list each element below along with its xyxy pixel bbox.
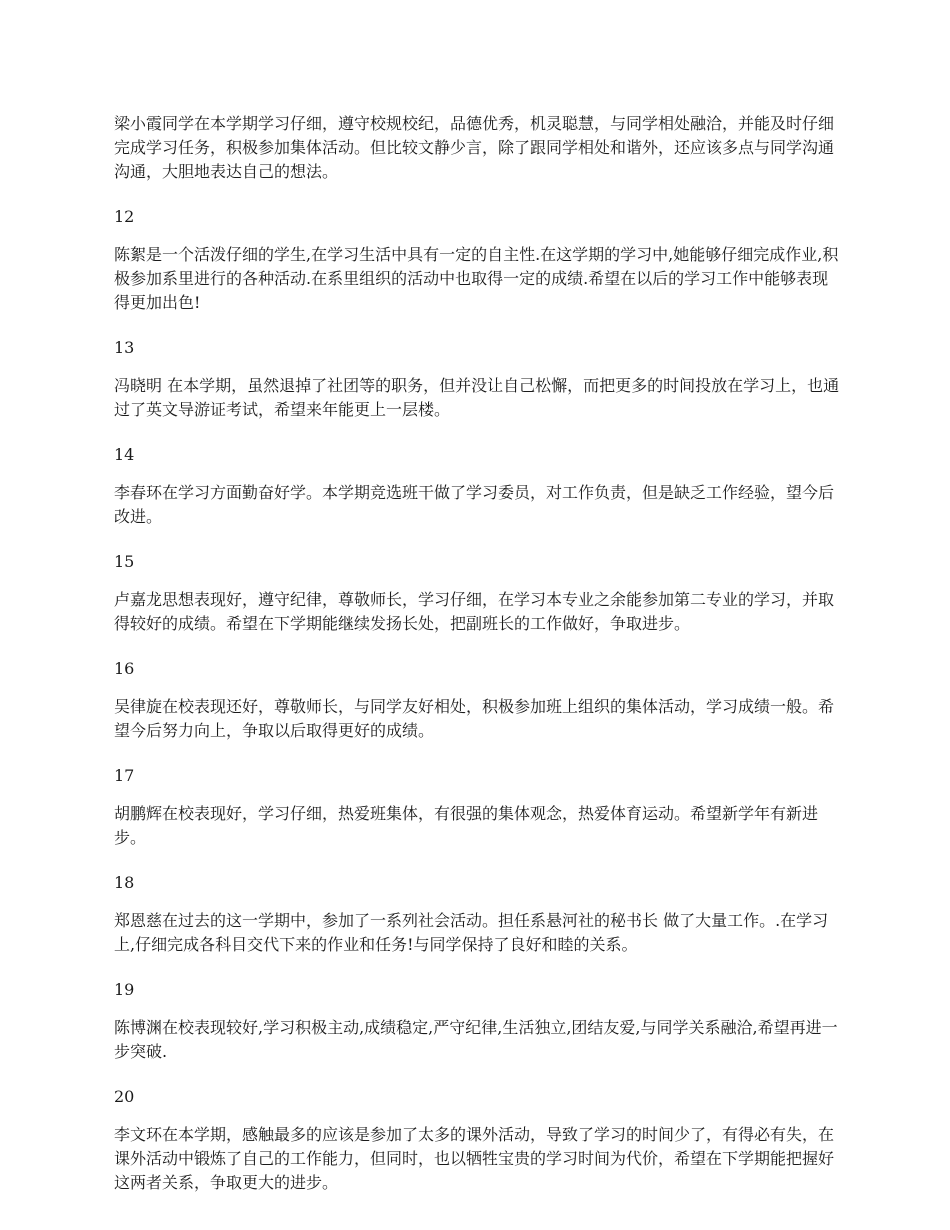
entry-number-13: 13 [114,338,135,357]
entry-number-18: 18 [114,873,135,892]
entry-number-14: 14 [114,445,135,464]
entry-text-16: 吴律旋在校表现还好，尊敬师长，与同学友好相处，积极参加班上组织的集体活动，学习成绩一般。希望今后努力向上，争取以后取得更好的成绩。 [114,697,835,740]
entry-number-12: 12 [114,207,135,226]
entry-text-13: 冯晓明 在本学期，虽然退掉了社团等的职务，但并没让自己松懈，而把更多的时间投放在学习上，也通过了英文导游证考试，希望来年能更上一层楼。 [114,376,840,419]
entry-text-19: 陈博渊在校表现较好,学习积极主动,成绩稳定,严守纪律,生活独立,团结友爱,与同学关系融洽,希望再进一步突破. [114,1018,838,1061]
entry-text-20: 李文环在本学期，感触最多的应该是参加了太多的课外活动，导致了学习的时间少了，有得必有失，在课外活动中锻炼了自己的工作能力，但同时，也以牺牲宝贵的学习时间为代价，希望在下学期能把握好这两者关系，争取更大的进步。 [114,1125,835,1192]
entry-number-17: 17 [114,766,135,785]
entry-text-14: 李春环在学习方面勤奋好学。本学期竞选班干做了学习委员，对工作负责，但是缺乏工作经验，望今后改进。 [114,483,835,526]
entry-text-12: 陈絮是一个活泼仔细的学生,在学习生活中具有一定的自主性.在这学期的学习中,她能够仔细完成作业,积极参加系里进行的各种活动.在系里组织的活动中也取得一定的成绩.希望在以后的学习工作中能够表现得更加出色! [114,245,839,312]
entry-text-17: 胡鹏辉在校表现好，学习仔细，热爱班集体，有很强的集体观念，热爱体育运动。希望新学年有新进步。 [114,804,819,847]
entry-number-15: 15 [114,552,135,571]
entry-number-19: 19 [114,980,135,999]
entry-text-15: 卢嘉龙思想表现好，遵守纪律，尊敬师长，学习仔细，在学习本专业之余能参加第二专业的学习，并取得较好的成绩。希望在下学期能继续发扬长处，把副班长的工作做好，争取进步。 [114,590,835,633]
entry-text-11: 梁小霞同学在本学期学习仔细，遵守校规校纪，品德优秀，机灵聪慧，与同学相处融洽，并能及时仔细完成学习任务，积极参加集体活动。但比较文静少言，除了跟同学相处和谐外，还应该多点与同学沟通沟通，大胆地表达自己的想法。 [114,114,835,181]
document-page [114,112,840,1216]
entry-number-20: 20 [114,1087,135,1106]
entry-number-16: 16 [114,659,135,678]
entry-text-18: 郑恩慈在过去的这一学期中，参加了一系列社会活动。担任系悬河社的秘书长 做了大量工作。.在学习上,仔细完成各科目交代下来的作业和任务!与同学保持了良好和睦的关系。 [114,911,829,954]
